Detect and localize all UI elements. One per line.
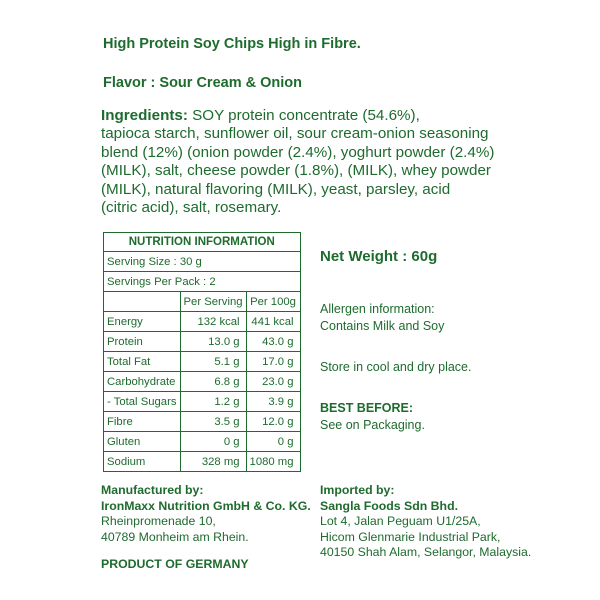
table-row [104, 352, 301, 372]
nutrition-header: NUTRITION INFORMATION [104, 233, 301, 252]
storage-instruction: Store in cool and dry place. [320, 360, 472, 374]
best-before-value: See on Packaging. [320, 418, 425, 432]
table-row [104, 412, 301, 432]
manufacturer-label: Manufactured by: [101, 483, 204, 497]
country-of-origin: PRODUCT OF GERMANY [101, 557, 249, 571]
nutrition-table [103, 232, 301, 472]
per-100g-value: 0 g [246, 432, 300, 452]
per-100g-value: 23.0 g [246, 372, 300, 392]
importer-address-line: Lot 4, Jalan Peguam U1/25A, [320, 514, 481, 529]
allergen-info [320, 301, 444, 335]
importer-label: Imported by: [320, 483, 395, 497]
manufacturer-block [101, 483, 311, 545]
empty-corner-cell [104, 292, 181, 312]
ingredients-block [101, 107, 521, 217]
nutrient-name: Gluten [104, 432, 181, 452]
manufacturer-address-line: Rheinpromenade 10, [101, 514, 216, 529]
servings-per-pack: Servings Per Pack : 2 [104, 272, 301, 292]
per-serving-value: 13.0 g [180, 332, 246, 352]
flavor-line: Flavor : Sour Cream & Onion [103, 75, 302, 91]
per-100g-value: 12.0 g [246, 412, 300, 432]
table-row [104, 452, 301, 472]
importer-company: Sangla Foods Sdn Bhd. [320, 498, 458, 513]
per-serving-value: 6.8 g [180, 372, 246, 392]
nutrient-name: - Total Sugars [104, 392, 181, 412]
per-serving-value: 0 g [180, 432, 246, 452]
table-row [104, 432, 301, 452]
nutrient-name: Fibre [104, 412, 181, 432]
ingredients-line: SOY protein concentrate (54.6%), [187, 107, 420, 124]
manufacturer-company: IronMaxx Nutrition GmbH & Co. KG. [101, 498, 311, 513]
table-row [104, 372, 301, 392]
nutrient-name: Protein [104, 332, 181, 352]
nutrient-name: Sodium [104, 452, 181, 472]
product-title: High Protein Soy Chips High in Fibre. [103, 36, 361, 52]
importer-address-line: 40150 Shah Alam, Selangor, Malaysia. [320, 545, 532, 560]
net-weight: Net Weight : 60g [320, 248, 438, 265]
table-row [104, 332, 301, 352]
table-row [104, 312, 301, 332]
per-serving-value: 1.2 g [180, 392, 246, 412]
per-serving-value: 3.5 g [180, 412, 246, 432]
nutrient-name: Energy [104, 312, 181, 332]
manufacturer-address-line: 40789 Monheim am Rhein. [101, 529, 249, 544]
ingredients-line: (citric acid), salt, rosemary. [101, 199, 282, 217]
nutrient-name: Total Fat [104, 352, 181, 372]
per-serving-value: 5.1 g [180, 352, 246, 372]
per-100g-value: 17.0 g [246, 352, 300, 372]
per-100g-value: 43.0 g [246, 332, 300, 352]
per-serving-value: 328 mg [180, 452, 246, 472]
importer-block [320, 483, 531, 561]
allergen-contents: Contains Milk and Soy [320, 319, 445, 333]
allergen-label: Allergen information: [320, 302, 435, 316]
col-header-per-100g: Per 100g [246, 292, 300, 312]
per-100g-value: 441 kcal [246, 312, 300, 332]
per-serving-value: 132 kcal [180, 312, 246, 332]
best-before [320, 400, 425, 434]
nutrient-name: Carbohydrate [104, 372, 181, 392]
ingredients-label: Ingredients: [101, 107, 188, 124]
col-header-per-serving: Per Serving [180, 292, 246, 312]
ingredients-line: blend (12%) (onion powder (2.4%), yoghurt powder (2.4%) [101, 143, 495, 161]
importer-address-line: Hicom Glenmarie Industrial Park, [320, 529, 501, 544]
per-100g-value: 3.9 g [246, 392, 300, 412]
table-row [104, 392, 301, 412]
serving-size: Serving Size : 30 g [104, 252, 301, 272]
ingredients-line: tapioca starch, sunflower oil, sour cream-onion seasoning [101, 125, 489, 143]
best-before-label: BEST BEFORE: [320, 401, 414, 415]
per-100g-value: 1080 mg [246, 452, 300, 472]
ingredients-line: (MILK), salt, cheese powder (1.8%), (MILK), whey powder [101, 162, 491, 180]
ingredients-line: (MILK), natural flavoring (MILK), yeast, parsley, acid [101, 180, 451, 198]
